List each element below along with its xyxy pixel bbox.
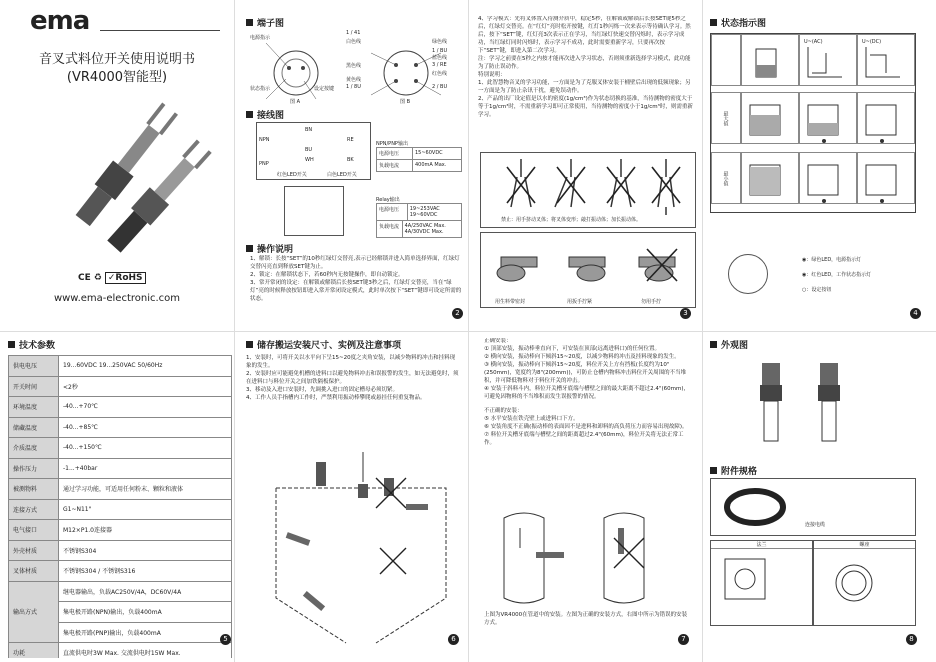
flange-label: 法兰 <box>711 541 812 549</box>
spec-row <box>9 417 232 438</box>
caution-box <box>480 152 696 228</box>
spec-value: -40...+70℃ <box>59 397 232 418</box>
study-item: 注：学习之前要在5秒之内按才能再次进入学习状态，否则须重新选择学习模式，此功能为了防止误动作。 <box>478 55 691 70</box>
study-text <box>478 16 694 120</box>
page-number: 7 <box>678 634 689 645</box>
min-tank-c <box>857 152 915 204</box>
red-led-icon: ◉ <box>802 272 807 278</box>
page-5 <box>8 338 232 658</box>
hand-label-no-hand: 勿用手拧 <box>641 299 662 305</box>
spec-value: M12×P1.0连接器 <box>59 520 232 541</box>
spec-key: 开关时间 <box>9 376 59 397</box>
section-marker-icon <box>8 341 15 348</box>
study-item: 4、学习模式：先将叉体置入待测介质中，稳定5秒，在解锁或解锁后长按SET键5秒之后，红绿灯交替亮。在“红灯”亮时松开按键，红灯1秒闪烁一次来表示等待确认学习。然后，按下“SET”键，红灯亮3次表示正在学习，当红绿灯快速交替闪烁时，表示学习成功，当红绿灯同时闪烁时，表示学习不成功，此时需要重新学习，只要再次按下“SET”键，即进入第二次学习。 <box>478 16 691 54</box>
pipe-diagrams <box>484 508 700 608</box>
page-number: 2 <box>452 308 463 319</box>
socket-drawing <box>814 549 914 623</box>
spec-key: 连接方式 <box>9 499 59 520</box>
outline-drawing <box>710 355 932 460</box>
section-marker-icon <box>246 245 253 252</box>
section-marker-icon <box>710 467 717 474</box>
fig-b-label-black: 黑色线 <box>346 63 362 69</box>
spec-value: 通过学习功能，可适用任何粉末、颗粒和液体 <box>59 479 232 500</box>
relay-table <box>376 196 462 238</box>
spec-key: 电气接口 <box>9 520 59 541</box>
page-number: 4 <box>910 308 921 319</box>
npn-row: 负载电流 400mA Max. <box>376 160 462 172</box>
page-number: 3 <box>680 308 691 319</box>
red-led-switch: 红色LED开关 <box>277 172 307 178</box>
caution-forks <box>481 153 695 217</box>
wire-re: RE <box>347 137 354 143</box>
spec-row <box>9 540 232 561</box>
special-item: 1、此智慧物音叉的学习功能，一方面是为了克服叉体安装于桶壁后出现的低频现象；另一方面是为了防止杂讯干扰，避免误动作。 <box>478 79 691 94</box>
legend-set-button: ○：设定按钮 <box>802 287 832 293</box>
wiring-title: 接线图 <box>246 108 284 121</box>
wiring-relay-box <box>284 186 344 236</box>
fig-b-label-green: 绿色线 <box>432 39 448 45</box>
wire-pnp: PNP <box>259 161 269 167</box>
wiring-npn-box <box>256 122 371 180</box>
spec-key: 介质温度 <box>9 438 59 459</box>
spec-row <box>9 438 232 459</box>
correct-item: ③ 横向安装，振动棒向下倾斜15~20度，料位开关上方有挡板(长度约为10"(250mm)，宽度约为8"(200mm))，可防止仓槽内物料冲击料位开关周围的不当堆积，并可降低物料对于料位开关的冲击。 <box>484 361 687 384</box>
socket-label: 螺座 <box>814 541 915 549</box>
page-3 <box>478 16 700 326</box>
spec-value: 集电极开路(NPN)输出，负载400mA <box>59 602 232 623</box>
max-tank-a <box>741 92 799 144</box>
min-tank-a <box>741 152 799 204</box>
fig-b-label-red: 红色线 <box>432 71 448 77</box>
fig-b-label-brown: 1 / 8U <box>346 84 361 90</box>
caution-text: 禁止：用手挤动叉体；将叉体变形；敲打振动体；加长振动体。 <box>501 217 642 223</box>
page-number: 5 <box>220 634 231 645</box>
socket-box <box>813 540 916 626</box>
hand-install-box <box>480 232 696 308</box>
section-marker-icon <box>246 19 253 26</box>
fig-b-caption: 图 B <box>400 99 411 105</box>
spec-key: 输出方式 <box>9 581 59 643</box>
pipe-caption: 上图为VR4000在管道中的安装。左图为正确的安装方式，右图中所示为错误的安装方式。 <box>484 612 688 626</box>
storage-item: 4、工作人员手指槽内工作时，严禁利用振动棒攀爬或悬挂任何重复物品。 <box>246 394 426 401</box>
grid-corner <box>711 34 741 86</box>
hand-label-seal: 用生料带密封 <box>495 299 526 305</box>
led-panel <box>728 254 768 294</box>
spec-value: G1~N11" <box>59 499 232 520</box>
terminal-title: 端子图 <box>246 16 468 29</box>
hand-label-wrench: 用扳手拧紧 <box>567 299 593 305</box>
min-tank-b <box>799 152 857 204</box>
spec-value: -40...+85℃ <box>59 417 232 438</box>
ops-title: 操作说明 <box>246 242 293 255</box>
wire-bn: BN <box>305 127 313 133</box>
ops-item: 1、解锁：长按“SET”的10秒红绿灯交替亮,表示已经解锁并进入简单选择界面，红绿灯交替闪亮直到释放SET键为止。 <box>250 256 460 270</box>
spec-value: 19...60VDC 19...250VAC 50/60Hz <box>59 356 232 377</box>
wire-npn: NPN <box>259 137 270 143</box>
section-marker-icon <box>710 341 717 348</box>
storage-text <box>246 355 460 403</box>
page-7 <box>484 338 700 658</box>
correct-item: ② 横向安装，振动棒向下倾斜15~20度，以减少物料的冲击及挂料现象的发生。 <box>484 353 680 360</box>
fig-b-label-1: 1 / 41 <box>346 30 361 36</box>
row-label-max: 最大值 <box>711 92 741 144</box>
spec-title: 技术参数 <box>8 338 232 351</box>
correct-item: ① 顶部安装，振动棒垂直向下，可安装在顶部(远离进料口)的任何位置。 <box>484 345 660 352</box>
spec-value: <2秒 <box>59 376 232 397</box>
fig-a-label-power: 电源指示 <box>250 35 271 41</box>
fig-a-label-status: 状态指示 <box>250 86 271 92</box>
storage-item: 3、移动及入进口安装时，先调挑入进口的固定槽母必须切紧。 <box>246 386 399 393</box>
spec-value: -1...+40bar <box>59 458 232 479</box>
cover-subtitle: (VR4000智能型) <box>66 70 168 85</box>
ops-item: 2、锁定：在解锁状态下，若60秒内无按键操作，即自动锁定。 <box>250 271 404 278</box>
white-led-switch: 白色LED开关 <box>327 172 357 178</box>
flange-drawing <box>711 549 811 623</box>
relay-row: 负载电流 4A/250VAC Max. 4A/30VDC Max. <box>376 221 462 238</box>
fig-a-label-set: 设定按键 <box>314 86 335 92</box>
cable-label: 连接电缆 <box>805 522 826 528</box>
silo-diagram <box>246 448 468 648</box>
cover-title: 音叉式料位开关使用说明书 <box>38 52 195 67</box>
ops-item: 3、常开常闭的设定：在解锁或解锁后长按SET键3秒之后，红绿灯交替亮，当在“绿灯”亮的时候释放按钮即进入常开常闭设定模式，此时单次按下“SET”键即可设定所需的状态。 <box>250 279 462 302</box>
page-number: 6 <box>448 634 459 645</box>
website[interactable]: www.ema-electronic.com <box>53 293 181 304</box>
fig-b-label-blue-2: 2 / BU <box>432 84 448 90</box>
spec-key: 储藏温度 <box>9 417 59 438</box>
legend-green-led: ◉：绿色LED，电源指示灯 <box>802 257 862 263</box>
green-led-icon: ◉ <box>802 257 807 263</box>
legend-red-led: ◉：红色LED，工作状态指示灯 <box>802 272 872 278</box>
wire-bu: BU <box>305 147 313 153</box>
spec-row <box>9 581 232 602</box>
wrong-title: 不正确的安装： <box>484 407 523 414</box>
spec-row <box>9 458 232 479</box>
wire-wh: WH <box>305 157 314 163</box>
fig-b-label-white: 白色线 <box>346 39 362 45</box>
spec-key: 操作压力 <box>9 458 59 479</box>
section-marker-icon <box>246 111 253 118</box>
spec-value: 不锈钢S304 / 不锈钢S316 <box>59 561 232 582</box>
spec-key: 供电电压 <box>9 356 59 377</box>
page-6 <box>246 338 468 658</box>
fig-b-label-blue: 蓝色线 <box>432 55 448 61</box>
spec-row <box>9 376 232 397</box>
storage-title: 储存搬运安装尺寸、实例及注意事项 <box>246 338 468 351</box>
spec-value: 继电器输出，负载AC250V/4A，DC60V/4A <box>59 581 232 602</box>
flange-box <box>710 540 813 626</box>
rohs-badge-icon: ✓RoHS <box>105 272 146 284</box>
wrong-item: ⑤ 水平安装在铁壳壁上或进料口下方。 <box>484 415 579 422</box>
spec-value: 直流供电时3W Max. 交流供电时15W Max. <box>59 643 232 659</box>
set-button-icon: ○ <box>802 287 807 293</box>
max-tank-c <box>857 92 915 144</box>
section-marker-icon <box>246 341 253 348</box>
page-number: 8 <box>906 634 917 645</box>
spec-value: 集电极开路(PNP)输出，负载400mA <box>59 622 232 643</box>
install-text <box>484 338 692 448</box>
outline-title: 外观图 <box>710 338 932 351</box>
storage-item: 2、安装时应可能避免机槽的进料口以避免物料冲击和误报警的发生，如无法避免时，须在进料口与料位开关之间加铁隔板保护。 <box>246 370 459 385</box>
spec-table <box>8 355 232 658</box>
cable-box <box>710 478 916 536</box>
relay-row: 电源电压 19~253VAC 19~60VDC <box>376 203 462 221</box>
legend <box>802 256 871 293</box>
cover-panel <box>0 0 234 331</box>
wire-bk: BK <box>347 157 354 163</box>
brand-logo: ema <box>30 6 90 36</box>
spec-value: 不锈钢S304 <box>59 540 232 561</box>
spec-key: 叉体材质 <box>9 561 59 582</box>
grid-header-dc: U~(DC) <box>857 34 915 86</box>
spec-row <box>9 499 232 520</box>
spec-row <box>9 397 232 418</box>
accessory-title: 附件规格 <box>710 464 757 477</box>
relay-title: Relay输出 <box>376 197 400 203</box>
spec-key: 环境温度 <box>9 397 59 418</box>
grid-header-tank <box>741 34 799 86</box>
spec-row <box>9 520 232 541</box>
recycle-icon: ♻ <box>93 273 102 283</box>
fig-a-caption: 图 A <box>290 99 301 105</box>
wrong-item: ⑦ 料位开关槽牙底端与槽壁之间的距离超过2.4"(60mm)，料位开关将无法正常工作。 <box>484 431 684 446</box>
max-tank-b <box>799 92 857 144</box>
spec-row <box>9 479 232 500</box>
ce-mark-icon: CE <box>78 273 91 283</box>
spec-row <box>9 561 232 582</box>
product-illustration <box>0 95 234 255</box>
special-title: 特别说明： <box>478 71 506 78</box>
spec-row <box>9 356 232 377</box>
section-marker-icon <box>710 19 717 26</box>
fig-b-label-red-3: 3 / RE <box>432 62 447 68</box>
row-label-min: 最小值 <box>711 152 741 204</box>
npn-row: 电源电压 15~60VDC <box>376 147 462 160</box>
fig-b-label-yellow: 黄色线 <box>346 77 362 83</box>
wrong-item: ⑥ 安装角度不正确(振动棒的表面因不是进料和卸料的高负荷压力而容易出现故障)。 <box>484 423 688 430</box>
npn-title: NPN/PNP输出 <box>376 141 408 147</box>
page-4 <box>710 16 932 326</box>
special-item: 2、产品的出厂设定值是以水的密度(1g/cm³)作为状态切换的基准，当待测物的密度大于等于1g/cm³时，不需重新学习即可正常使用，当待测物的密度小于1g/cm³时，则需重新学习。 <box>478 95 693 118</box>
status-grid <box>710 33 916 213</box>
page-8 <box>710 338 932 658</box>
certification-marks <box>78 272 146 284</box>
correct-title: 正确安装： <box>484 338 512 344</box>
spec-value: -40...+150℃ <box>59 438 232 459</box>
spec-key: 被测物料 <box>9 479 59 500</box>
page-2 <box>246 16 468 326</box>
spec-key: 外壳材质 <box>9 540 59 561</box>
ops-text <box>250 256 464 304</box>
cable-coil <box>711 479 791 535</box>
status-title: 状态指示图 <box>710 16 932 29</box>
npn-table <box>376 140 462 172</box>
fig-b-label-blue-1: 1 / BU <box>432 48 448 54</box>
spec-key: 功耗 <box>9 643 59 659</box>
grid-header-ac: U~(AC) <box>799 34 857 86</box>
correct-item: ④ 安装于斜料斗内，料位开关槽牙底端与槽壁之间的最大距离不超过2.4"(60mm)，可避免因物料的不当堆积而发生误报警的情况。 <box>484 385 689 400</box>
logo-rule <box>100 30 220 31</box>
hand-illustrations <box>481 233 695 295</box>
spec-row <box>9 643 232 659</box>
storage-item: 1、安装时，可将开关以水平向下呈15~20度之夹角安装，以减少物料的冲击和挂料现象的发生。 <box>246 355 456 369</box>
